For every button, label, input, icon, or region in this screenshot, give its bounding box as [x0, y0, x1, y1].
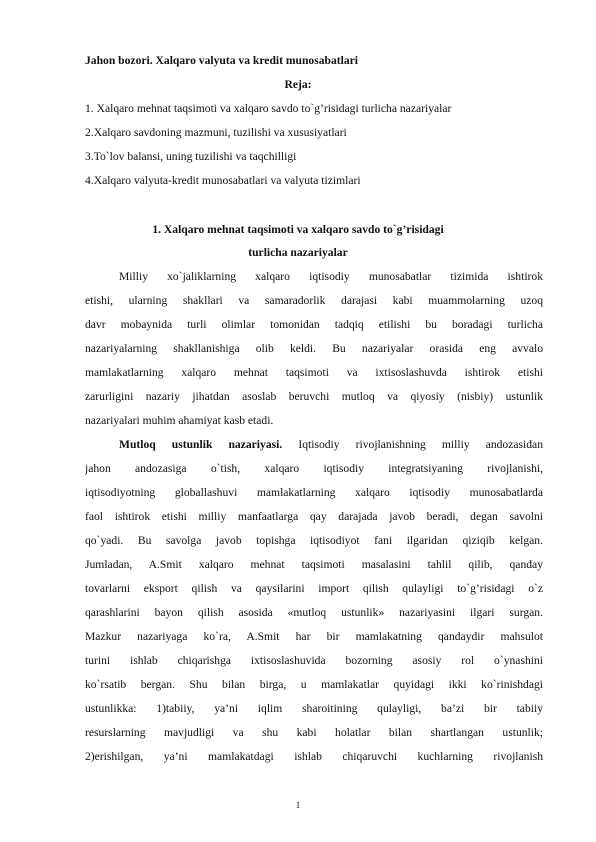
- paragraph-line: mamlakatlarning xalqaro mehnat taqsimoti va ixtisoslashuvda ishtirok etishi: [85, 366, 543, 379]
- paragraph-line: resurslarning mavjudligi va shu kabi holatlar bilan shartlangan ustunlik;: [85, 726, 543, 739]
- term-heading: Mutloq ustunlik nazariyasi.: [119, 438, 283, 451]
- paragraph-line: iqtisodiyotning globallashuvi mamlakatlarning xalqaro iqtisodiy munosabatlarda: [85, 486, 543, 499]
- paragraph-line: Milliy xo`jaliklarning xalqaro iqtisodiy munosabatlar tizimida ishtirok: [119, 270, 543, 283]
- plan-item: 1. Xalqaro mehnat taqsimoti va xalqaro savdo to`g’risidagi turlicha nazariyalar: [85, 102, 452, 115]
- paragraph-line: qarashlarini bayon qilish asosida «mutloq ustunlik» nazariyasini ilgari surgan.: [85, 606, 543, 619]
- plan-heading: Reja:: [284, 78, 312, 91]
- paragraph-line: Jumladan, A.Smit xalqaro mehnat taqsimoti masalasini tahlil qilib, qanday: [85, 558, 543, 571]
- paragraph-first-line: Mutloq ustunlik nazariyasi. Iqtisodiy rivojlanishning milliy andozasidan: [119, 438, 543, 451]
- paragraph-line: turini ishlab chiqarishga ixtisoslashuvida bozorning asosiy rol o`ynashini: [85, 654, 543, 667]
- paragraph-line: faol ishtirok etishi milliy manfaatlarga qay darajada javob beradi, degan savolni: [85, 510, 543, 523]
- paragraph-line: etishi, ularning shakllari va samaradorlik darajasi kabi muammolarning uzoq: [85, 294, 543, 307]
- plan-item: 4.Xalqaro valyuta-kredit munosabatlari va valyuta tizimlari: [85, 174, 361, 187]
- paragraph-line: tovarlarni eksport qilish va qaysilarini import qilish qulayligi to`g’risidagi o`z: [85, 582, 543, 595]
- plan-item: 3.To`lov balansi, uning tuzilishi va taqchilligi: [85, 150, 297, 163]
- paragraph-line: jahon andozasiga o`tish, xalqaro iqtisodiy integratsiyaning rivojlanishi,: [85, 462, 543, 475]
- section-heading-line2: turlicha nazariyalar: [248, 246, 348, 259]
- paragraph-line: davr mobaynida turli olimlar tomonidan tadqiq etilishi bu boradagi turlicha: [85, 318, 543, 331]
- paragraph-line: ko`rsatib bergan. Shu bilan birga, u mamlakatlar quyidagi ikki ko`rinishdagi: [85, 678, 543, 691]
- paragraph-line: nazariyalari muhim ahamiyat kasb etadi.: [85, 414, 274, 427]
- section-heading-line1: 1. Xalqaro mehnat taqsimoti va xalqaro savdo to`g’risidagi: [152, 223, 444, 236]
- paragraph-line: 2)erishilgan, ya’ni mamlakatdagi ishlab chiqaruvchi kuchlarning rivojlanish: [85, 750, 543, 763]
- paragraph-line: ustunlikka: 1)tabiiy, ya’ni iqlim sharoitining qulayligi, ba’zi bir tabiiy: [85, 702, 543, 715]
- document-title: Jahon bozori. Xalqaro valyuta va kredit munosabatlari: [85, 54, 359, 67]
- paragraph-line: Mazkur nazariyaga ko`ra, A.Smit har bir mamlakatning qandaydir mahsulot: [85, 630, 543, 643]
- paragraph-line: qo`yadi. Bu savolga javob topishga iqtisodiyot fani ilgaridan qiziqib kelgan.: [85, 534, 543, 547]
- plan-item: 2.Xalqaro savdoning mazmuni, tuzilishi va xususiyatlari: [85, 126, 347, 139]
- paragraph-line: zarurligini nazariy jihatdan asoslab beruvchi mutloq va qiyosiy (nisbiy) ustunlik: [85, 390, 543, 403]
- page-number: 1: [295, 800, 301, 810]
- paragraph-line: nazariyalarning shakllanishiga olib keldi. Bu nazariyalar orasida eng avvalo: [85, 342, 543, 355]
